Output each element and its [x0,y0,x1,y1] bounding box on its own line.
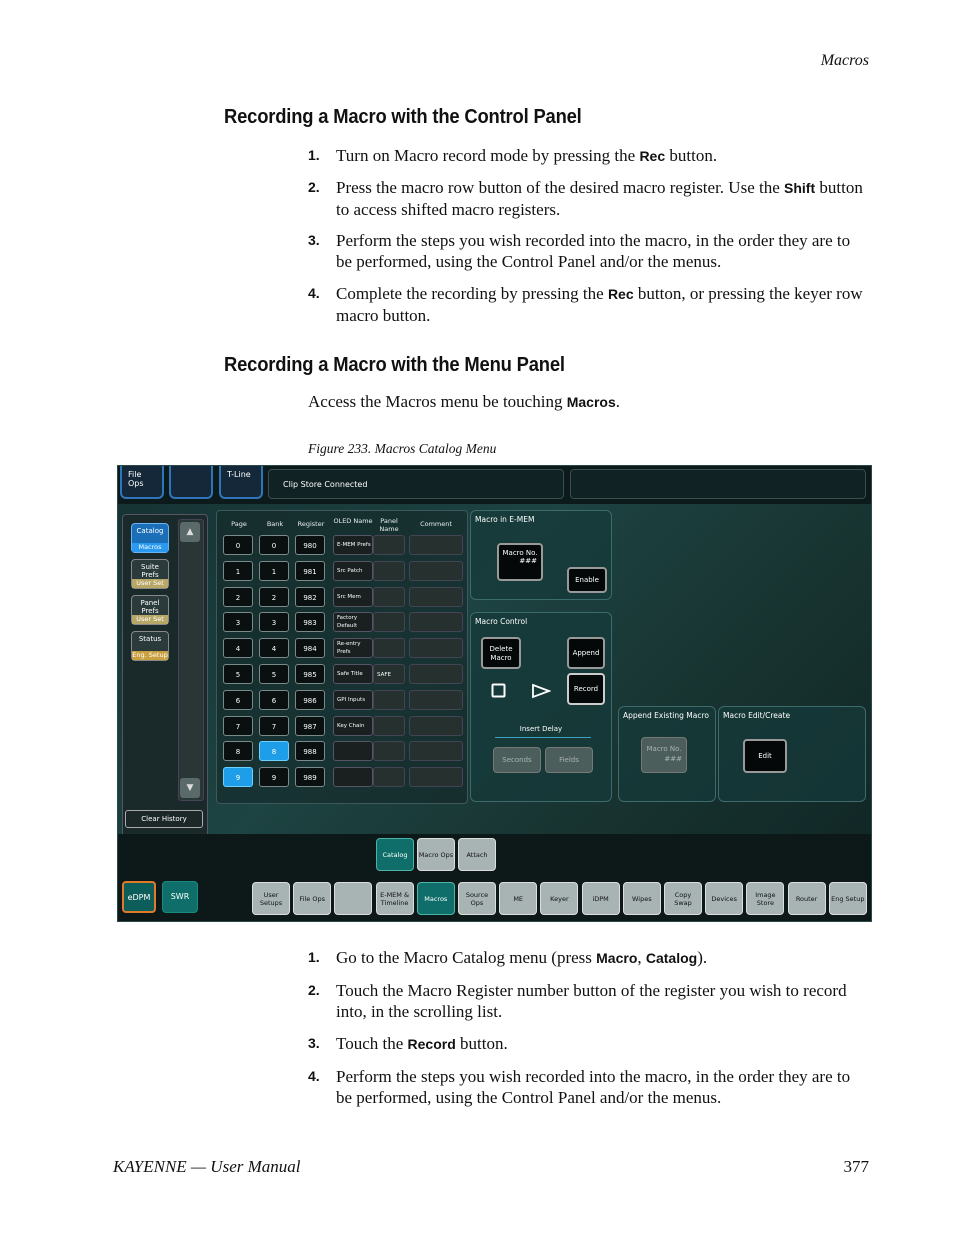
step-3-menu [308,1033,868,1055]
menu-tab[interactable] [334,882,372,915]
panel-title: Append Existing Macro [623,711,709,720]
page-cell[interactable]: 0 [223,535,253,555]
sidebar-scrollbar[interactable] [178,519,204,801]
sidebar-panel-prefs[interactable] [131,595,169,625]
panel-name-cell[interactable]: SAFE [373,664,405,684]
scroll-up-icon[interactable]: ▲ [180,522,200,542]
tline-top-button[interactable]: T-Line [219,466,263,499]
bank-cell[interactable]: 6 [259,690,289,710]
step-number: 3. [308,1035,320,1051]
macro-control-panel [470,612,612,802]
oled-name-cell[interactable]: Re-entry Prefs [333,638,373,658]
step-3 [308,230,868,272]
step-number: 1. [308,147,320,163]
sidebar-suite-prefs[interactable] [131,559,169,589]
oled-name-cell[interactable]: Key Chain [333,716,373,736]
step-text: button. [455,1034,508,1053]
play-icon[interactable] [531,683,551,699]
menu-tab[interactable]: Eng Setup [829,882,867,915]
seconds-button[interactable]: Seconds [493,747,541,773]
register-cell[interactable]: 985 [295,664,325,684]
swr-button[interactable]: SWR [162,881,198,913]
step-text: button to access shifted macro registers. [336,178,863,219]
blank-top-button[interactable] [169,466,213,499]
panel-title: Macro in E-MEM [475,515,535,524]
page-cell[interactable]: 8 [223,741,253,761]
macro-in-emem-panel [470,510,612,600]
oled-name-cell[interactable] [333,741,373,761]
keyword: Rec [607,286,634,302]
step-2 [308,177,868,220]
menu-tab[interactable]: Router [788,882,826,915]
oled-name-cell[interactable]: Src Patch [333,561,373,581]
menu-tab[interactable]: User Setups [252,882,290,915]
subtab-attach[interactable]: Attach [458,838,496,871]
menu-tab[interactable]: Copy Swap [664,882,702,915]
step-number: 3. [308,232,320,248]
register-cell[interactable]: 980 [295,535,325,555]
bank-cell[interactable]: 1 [259,561,289,581]
bank-cell[interactable]: 7 [259,716,289,736]
oled-name-cell[interactable] [333,767,373,787]
subtab-catalog[interactable]: Catalog [376,838,414,871]
panel-name-cell[interactable] [373,587,405,607]
macros-catalog-screenshot [117,465,872,922]
macro-no-value: ### [664,755,682,763]
panel-name-cell[interactable] [373,535,405,555]
page-number: 377 [843,1157,869,1176]
menu-tab[interactable]: Keyer [540,882,578,915]
page-cell[interactable]: 2 [223,587,253,607]
step-text: button, or pressing the keyer row macro button. [336,284,863,325]
column-header: Panel Name [379,517,399,533]
keyword: Shift [784,180,816,196]
comment-cell[interactable] [409,716,463,736]
edpm-button[interactable]: eDPM [122,881,156,913]
step-number: 4. [308,285,320,301]
step-text: Press the macro row button of the desired macro register. Use the [336,178,785,197]
comment-cell[interactable] [409,664,463,684]
macro-catalog-list [216,510,468,804]
register-cell[interactable]: 984 [295,638,325,658]
register-cell[interactable]: 988 [295,741,325,761]
clear-history-button[interactable]: Clear History [125,810,203,828]
comment-cell[interactable] [409,535,463,555]
column-header: Bank [266,520,284,528]
menu-tab[interactable]: iDPM [582,882,620,915]
comment-cell[interactable] [409,690,463,710]
panel-title: Macro Control [475,617,528,626]
insert-delay-bracket [495,737,591,738]
step-text: Go to the Macro Catalog menu (press [336,948,597,967]
panel-name-cell[interactable] [373,561,405,581]
step-text: Touch the [336,1034,408,1053]
empty-field [570,469,866,499]
panel-name-cell[interactable] [373,767,405,787]
footer-title: KAYENNE — User Manual [113,1157,301,1176]
stop-icon[interactable] [491,683,507,699]
menu-tab[interactable]: Source Ops [458,882,496,915]
sidebar-label: Suite Prefs [141,563,159,579]
keyword: Macros [566,394,616,410]
subtab-macro-ops[interactable]: Macro Ops [417,838,455,871]
append-button[interactable]: Append [567,637,605,669]
oled-name-cell[interactable]: Src Mem [333,587,373,607]
step-text: , [637,948,646,967]
menu-tab[interactable]: Macros [417,882,455,915]
step-2-menu [308,980,868,1022]
append-macro-number-button[interactable] [641,737,687,773]
step-1 [308,145,868,167]
enable-button[interactable]: Enable [567,567,607,593]
column-header: Register [297,520,325,528]
step-number: 2. [308,179,320,195]
step-text: ). [697,948,708,967]
menu-tab[interactable]: Wipes [623,882,661,915]
fields-button[interactable]: Fields [545,747,593,773]
panel-name-cell[interactable] [373,690,405,710]
panel-name-cell[interactable] [373,612,405,632]
step-text: button. [665,146,718,165]
menu-tab[interactable]: Image Store [746,882,784,915]
bank-cell[interactable]: 2 [259,587,289,607]
comment-cell[interactable] [409,561,463,581]
step-4-menu [308,1066,868,1108]
sidebar-sublabel: User Set [132,579,168,588]
keyword: Rec [639,148,666,164]
sidebar-sublabel: Macros [132,543,168,552]
comment-cell[interactable] [409,612,463,632]
page-cell[interactable]: 7 [223,716,253,736]
comment-cell[interactable] [409,767,463,787]
register-cell[interactable]: 983 [295,612,325,632]
comment-cell[interactable] [409,587,463,607]
status-field: Clip Store Connected [268,469,564,499]
menu-tab[interactable]: E-MEM & Timeline [376,882,414,915]
oled-name-cell[interactable]: E-MEM Prefs [333,535,373,555]
step-1-menu [308,947,868,969]
sidebar-label: Status [138,635,162,643]
macro-no-label: Macro No. [502,549,538,557]
column-header: OLED Name [333,517,373,525]
sidebar-label: Catalog [136,527,164,535]
register-cell[interactable]: 981 [295,561,325,581]
intro-paragraph [308,392,620,412]
bank-cell[interactable]: 3 [259,612,289,632]
sidebar-label: Panel Prefs [140,599,160,615]
macro-no-value: ### [519,557,537,565]
keyword: Catalog [645,950,698,966]
record-button[interactable]: Record [567,673,605,705]
delete-macro-button[interactable]: Delete Macro [481,637,521,669]
column-header: Page [231,520,247,528]
step-number: 4. [308,1068,320,1084]
step-text: Perform the steps you wish recorded into the macro, in the order they are to be performed, using the Control Panel and/or the menus. [336,1067,851,1107]
menu-tab[interactable]: File Ops [293,882,331,915]
oled-name-cell[interactable]: Safe Title [333,664,373,684]
section-title-menu-panel: Recording a Macro with the Menu Panel [224,354,565,376]
keyword: Record [407,1036,456,1052]
panel-title: Macro Edit/Create [723,711,791,720]
step-text: Perform the steps you wish recorded into the macro, in the order they are to be performed, using the Control Panel and/or the menus. [336,231,851,271]
comment-cell[interactable] [409,741,463,761]
step-number: 1. [308,949,320,965]
insert-delay-label: Insert Delay [519,725,563,733]
panel-name-cell[interactable] [373,716,405,736]
sidebar-sublabel: Eng. Setup [132,651,168,659]
step-text: Touch the Macro Register number button of the register you wish to record into, in the scrolling list. [336,981,847,1021]
page-cell[interactable]: 9 [223,767,253,787]
panel-name-cell[interactable] [373,638,405,658]
page-cell[interactable]: 3 [223,612,253,632]
step-text: Complete the recording by pressing the [336,284,608,303]
bank-cell[interactable]: 8 [259,741,289,761]
keyword: Macro [596,950,638,966]
menu-tab[interactable]: Devices [705,882,743,915]
oled-name-cell[interactable]: Factory Default [333,612,373,632]
edit-button[interactable]: Edit [743,739,787,773]
macro-edit-create-panel [718,706,866,802]
running-header: Macros [820,52,869,69]
emem-macro-number-button[interactable] [497,543,543,581]
oled-name-cell[interactable]: GPI Inputs [333,690,373,710]
menu-tab[interactable]: ME [499,882,537,915]
bank-cell[interactable]: 0 [259,535,289,555]
page-cell[interactable]: 6 [223,690,253,710]
sidebar-sublabel: User Set [132,615,168,624]
bank-cell[interactable]: 4 [259,638,289,658]
register-cell[interactable]: 987 [295,716,325,736]
panel-name-cell[interactable] [373,741,405,761]
register-cell[interactable]: 982 [295,587,325,607]
intro-text: . [615,392,620,411]
scroll-down-icon[interactable]: ▼ [180,778,200,798]
sidebar-catalog[interactable] [131,523,169,553]
page-cell[interactable]: 5 [223,664,253,684]
comment-cell[interactable] [409,638,463,658]
page-cell[interactable]: 4 [223,638,253,658]
page-cell[interactable]: 1 [223,561,253,581]
step-text: Turn on Macro record mode by pressing the [336,146,640,165]
section-title-control-panel: Recording a Macro with the Control Panel [224,106,582,128]
sidebar [122,514,208,846]
step-4 [308,283,868,326]
bank-cell[interactable]: 5 [259,664,289,684]
file-ops-top-button[interactable]: File Ops [120,466,164,499]
sidebar-status[interactable] [131,631,169,661]
intro-text: Access the Macros menu be touching [308,392,567,411]
figure-caption: Figure 233. Macros Catalog Menu [308,441,497,456]
bank-cell[interactable]: 9 [259,767,289,787]
register-cell[interactable]: 989 [295,767,325,787]
append-existing-panel [618,706,716,802]
register-cell[interactable]: 986 [295,690,325,710]
column-header: Comment [420,520,452,528]
step-number: 2. [308,982,320,998]
macro-no-label: Macro No. [646,745,682,753]
